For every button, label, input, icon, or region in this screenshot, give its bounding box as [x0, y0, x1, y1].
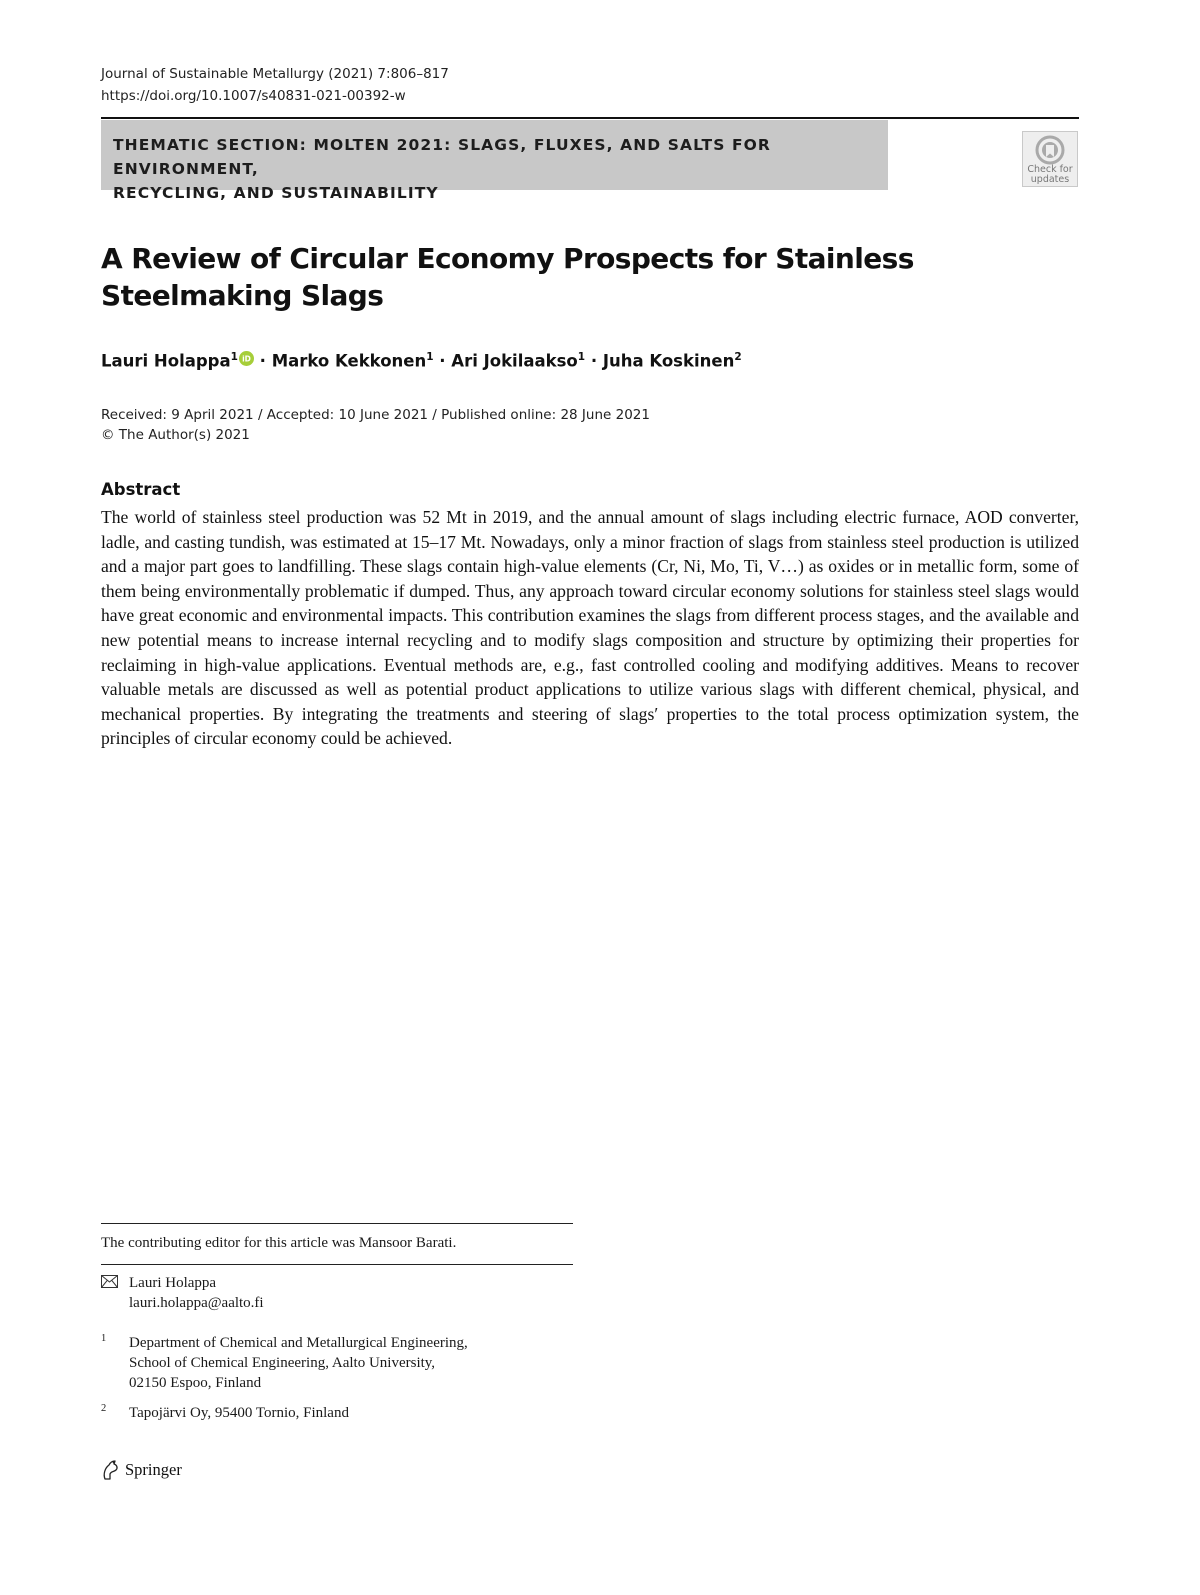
author-separator: ·: [253, 351, 272, 371]
bookmark-circle-icon: [1035, 135, 1065, 165]
publisher-name: Springer: [125, 1460, 182, 1479]
svg-text:iD: iD: [242, 354, 251, 364]
affiliation-marker: 1: [230, 351, 238, 363]
affiliation-line: School of Chemical Engineering, Aalto University,: [129, 1355, 436, 1371]
abstract-body: The world of stainless steel production was 52 Mt in 2019, and the annual amount of slags including electric furnace, AOD converter, ladle, and casting tundish, was estimated at 15–17 Mt. Nowadays, only a minor fraction of slags from stainless steel production is utilized and a major part goes to landfilling. These slags contain high-value elements (Cr, Ni, Mo, Ti, V…) as oxides or in metallic form, some of them being environmentally problematic if dumped. Thus, any approach toward circular economy solutions for stainless steel slags would have great economic and environmental impacts. This contribution examines the slags from different process stages, and the available and new potential means to increase internal recycling and to modify slags composition and structure by optimizing their properties for reclaiming in high-value applications. Eventual methods are, e.g., fast controlled cooling and modifying additives. Means to recover valuable metals are discussed as well as potential product applications to utilize various slags with different chemical, physical, and mechanical properties. By integrating the treatments and steering of slags′ properties to the total process optimization system, the principles of circular economy could be achieved.: [101, 507, 1079, 749]
affiliation-marker: 1: [577, 351, 586, 363]
check-updates-label-1: Check for: [1027, 164, 1073, 175]
author-separator: ·: [433, 351, 452, 371]
section-banner-line-2: RECYCLING, AND SUSTAINABILITY: [113, 184, 439, 202]
author-name[interactable]: Marko Kekkonen: [271, 351, 427, 371]
publisher-logo: [101, 1458, 182, 1482]
history-dates: Received: 9 April 2021 / Accepted: 10 June 2021 / Published online: 28 June 2021: [101, 407, 650, 423]
corresponding-author: [129, 1273, 264, 1313]
footnote-rule: [101, 1223, 573, 1224]
header-rule: [101, 117, 1079, 119]
copyright-line: © The Author(s) 2021: [101, 427, 250, 443]
doi-link[interactable]: https://doi.org/10.1007/s40831-021-00392-w: [101, 88, 406, 104]
check-updates-label-2: updates: [1030, 174, 1070, 185]
author-name[interactable]: Lauri Holappa: [101, 351, 231, 371]
affiliation-line: Department of Chemical and Metallurgical Engineering,: [129, 1335, 468, 1351]
orcid-icon[interactable]: [239, 349, 254, 373]
affiliation-marker: 1: [426, 351, 434, 363]
affiliation-line: Tapojärvi Oy, 95400 Tornio, Finland: [129, 1405, 349, 1421]
author-name[interactable]: Juha Koskinen: [602, 351, 735, 371]
journal-citation-block: [101, 63, 449, 107]
author-separator: ·: [585, 351, 603, 371]
journal-citation: Journal of Sustainable Metallurgy (2021) 7:806–817: [101, 66, 449, 82]
author-name[interactable]: Ari Jokilaakso: [451, 351, 578, 371]
editor-note: The contributing editor for this article was Mansoor Barati.: [101, 1235, 457, 1251]
springer-horse-icon: [101, 1459, 121, 1481]
affiliation-line: 02150 Espoo, Finland: [129, 1375, 262, 1391]
envelope-icon: [101, 1275, 118, 1293]
corresponding-author-email[interactable]: lauri.holappa@aalto.fi: [129, 1295, 264, 1311]
author-list: [101, 345, 742, 374]
affiliation-number: 2: [101, 1403, 107, 1414]
abstract-heading: Abstract: [101, 480, 181, 499]
footnote-rule: [101, 1264, 573, 1265]
section-banner-line-1: THEMATIC SECTION: MOLTEN 2021: SLAGS, FLUXES, AND SALTS FOR ENVIRONMENT,: [113, 136, 771, 178]
affiliation-marker: 2: [734, 351, 742, 363]
check-for-updates-button[interactable]: [1022, 131, 1078, 187]
thematic-section-banner: [101, 120, 888, 202]
article-title: A Review of Circular Economy Prospects for Stainless Steelmaking Slags: [101, 242, 914, 312]
affiliation-1: [129, 1333, 468, 1393]
affiliation-2: [129, 1403, 349, 1423]
publication-dates: [101, 405, 650, 445]
affiliation-number: 1: [101, 1333, 107, 1344]
corresponding-author-name: Lauri Holappa: [129, 1275, 217, 1291]
